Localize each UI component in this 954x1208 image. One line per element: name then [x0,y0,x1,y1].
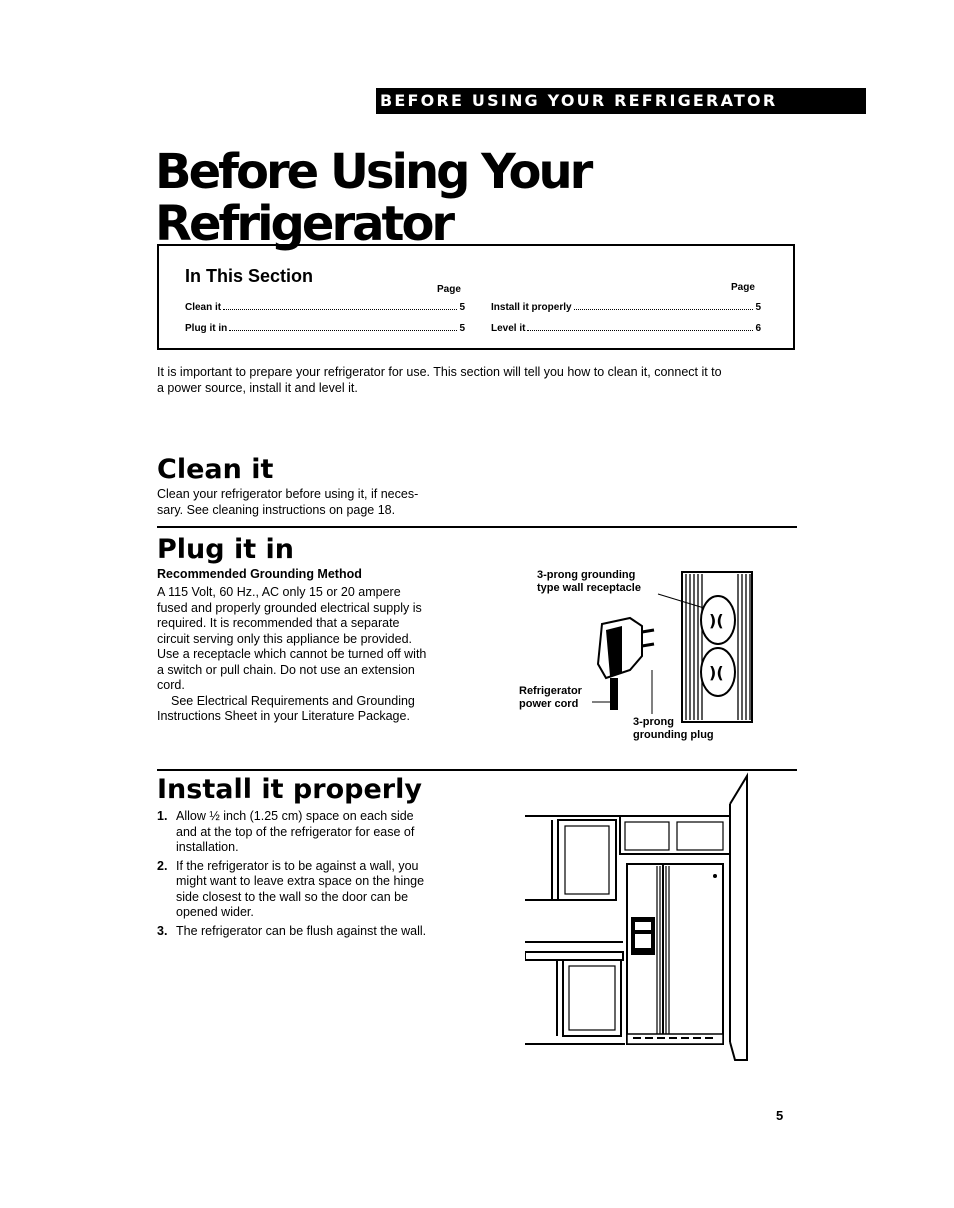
toc-item-page: 5 [459,323,465,334]
grounding-paragraph [157,585,477,725]
toc-item-label: Clean it [185,302,222,313]
toc-item-install-it-properly[interactable] [491,302,761,313]
toc-item-label: Level it [491,323,526,334]
grounding-line: required. It is recommended that a separate [157,616,400,630]
toc-item-page: 6 [755,323,761,334]
see-instructions-line: Instructions Sheet in your Literature Package. [157,709,410,723]
clean-line: Clean your refrigerator before using it, if neces- [157,487,419,501]
callout-line: 3-prong grounding [537,569,636,581]
grounding-plug-callout [633,716,714,742]
page-column-label-right: Page [731,282,755,293]
clean-line: sary. See cleaning instructions on page 18. [157,502,396,517]
install-it-properly-heading: Install it properly [157,774,422,805]
intro-line: It is important to prepare your refrigerator for use. This section will tell you how to clean it, connect it to [157,365,722,379]
grounding-line: A 115 Volt, 60 Hz., AC only 15 or 20 ampere [157,585,401,599]
step-line: opened wider. [176,905,254,919]
leader-dots [223,309,457,310]
grounding-line: fused and properly grounded electrical supply is [157,600,422,615]
install-step [157,924,477,940]
page-title-line2: Refrigerator [155,196,453,252]
step-number: 3. [157,923,168,938]
callout-line: grounding plug [633,729,714,741]
callout-line: type wall receptacle [537,582,641,594]
clean-it-paragraph [157,487,477,518]
power-cord-callout [519,685,582,711]
install-steps-list [157,809,477,942]
callout-line: Refrigerator [519,685,582,697]
page-number: 5 [776,1108,784,1123]
section-contents-box [157,244,795,350]
intro-paragraph [157,365,797,396]
grounding-line: Use a receptacle which cannot be turned off with [157,647,427,661]
refrigerator-in-cabinets-illustration [525,772,757,1064]
wall-receptacle-icon [682,572,752,722]
toc-item-level-it[interactable] [491,323,761,334]
grounding-line: a switch or pull chain. Do not use an extension [157,662,415,677]
receptacle-callout [537,569,641,595]
plug-it-in-heading: Plug it in [157,534,295,565]
leader-dots [574,309,754,310]
step-line: installation. [176,840,239,854]
step-number: 1. [157,809,168,823]
grounding-method-subheading: Recommended Grounding Method [157,567,362,581]
section-divider [157,769,797,771]
svg-text:)(: )( [709,611,724,630]
toc-item-page: 5 [459,302,465,313]
refrigerator-icon [627,864,723,1044]
step-line: and at the top of the refrigerator for ease of [176,824,415,839]
toc-item-clean-it[interactable] [185,302,465,313]
callout-line: power cord [519,698,579,710]
grounding-plug-icon [598,618,654,710]
step-number: 2. [157,858,168,873]
toc-item-page: 5 [755,302,761,313]
toc-item-label: Install it properly [491,302,572,313]
page-column-label-left: Page [437,284,461,295]
step-line: The refrigerator can be flush against the wall. [176,923,427,938]
intro-line: a power source, install it and level it. [157,380,358,395]
leader-dots [229,330,457,331]
see-instructions-line: See Electrical Requirements and Grounding [171,693,415,708]
toc-item-label: Plug it in [185,323,228,334]
grounding-line: cord. [157,678,185,692]
section-divider [157,526,797,528]
install-step [157,809,477,856]
section-banner: BEFORE USING YOUR REFRIGERATOR [376,88,866,114]
grounding-line: circuit serving only this appliance be provided. [157,631,412,646]
step-line: might want to leave extra space on the hinge [176,874,425,888]
svg-text:)(: )( [709,663,724,682]
page-title-line1: Before Using Your [155,144,591,200]
step-line: side closest to the wall so the door can be [176,889,409,904]
page-title [155,146,590,250]
step-line: If the refrigerator is to be against a wall, you [176,858,419,873]
toc-item-plug-it-in[interactable] [185,323,465,334]
step-line: Allow ½ inch (1.25 cm) space on each side [176,809,414,823]
install-step [157,859,477,921]
clean-it-heading: Clean it [157,454,274,485]
contents-heading: In This Section [185,266,314,286]
leader-dots [527,330,753,331]
callout-line: 3-prong [633,716,674,728]
